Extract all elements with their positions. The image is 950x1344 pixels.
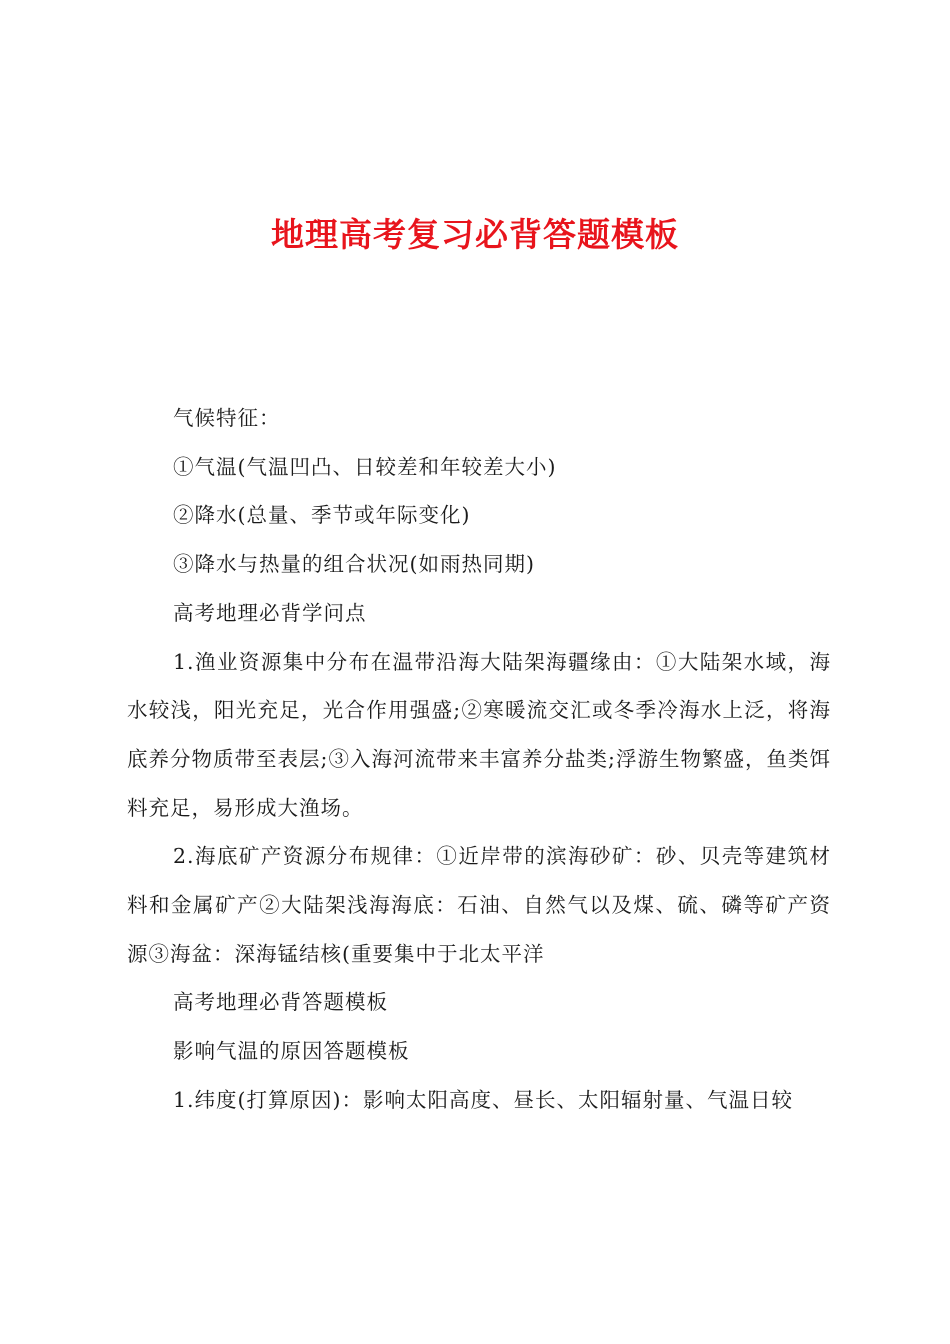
paragraph-answer-template-heading: 高考地理必背答题模板 bbox=[173, 990, 388, 1015]
paragraph-knowledge-points-heading: 高考地理必背学问点 bbox=[173, 600, 367, 625]
paragraph-precipitation-item: ②降水(总量、季节或年际变化) bbox=[173, 503, 471, 528]
paragraph-temperature-item: ①气温(气温凹凸、日较差和年较差大小) bbox=[173, 454, 557, 479]
paragraph-rain-heat-item: ③降水与热量的组合状况(如雨热同期) bbox=[173, 552, 535, 577]
paragraph-climate-features-heading: 气候特征： bbox=[173, 406, 281, 430]
document-body bbox=[127, 394, 831, 1125]
paragraph-temperature-factors-heading: 影响气温的原因答题模板 bbox=[173, 1039, 410, 1064]
paragraph-fishery-resources: 1.渔业资源集中分布在温带沿海大陆架海疆缘由：①大陆架水域，海水较浅，阳光充足，光合作用强盛;②寒暖流交汇或冬季冷海水上泛，将海底养分物质带至表层;③入海河流带来丰富养分盐类;浮游生物繁盛，鱼类饵料充足，易形成大渔场。 bbox=[127, 649, 831, 820]
paragraph-latitude-factor: 1.纬度(打算原因)：影响太阳高度、昼长、太阳辐射量、气温日较 bbox=[173, 1087, 794, 1112]
paragraph-seabed-minerals: 2.海底矿产资源分布规律：①近岸带的滨海砂矿：砂、贝壳等建筑材料和金属矿产②大陆架浅海海底：石油、自然气以及煤、硫、磷等矿产资源③海盆：深海锰结核(重要集中于北太平洋 bbox=[127, 844, 831, 966]
document-title: 地理高考复习必背答题模板 bbox=[271, 215, 679, 254]
